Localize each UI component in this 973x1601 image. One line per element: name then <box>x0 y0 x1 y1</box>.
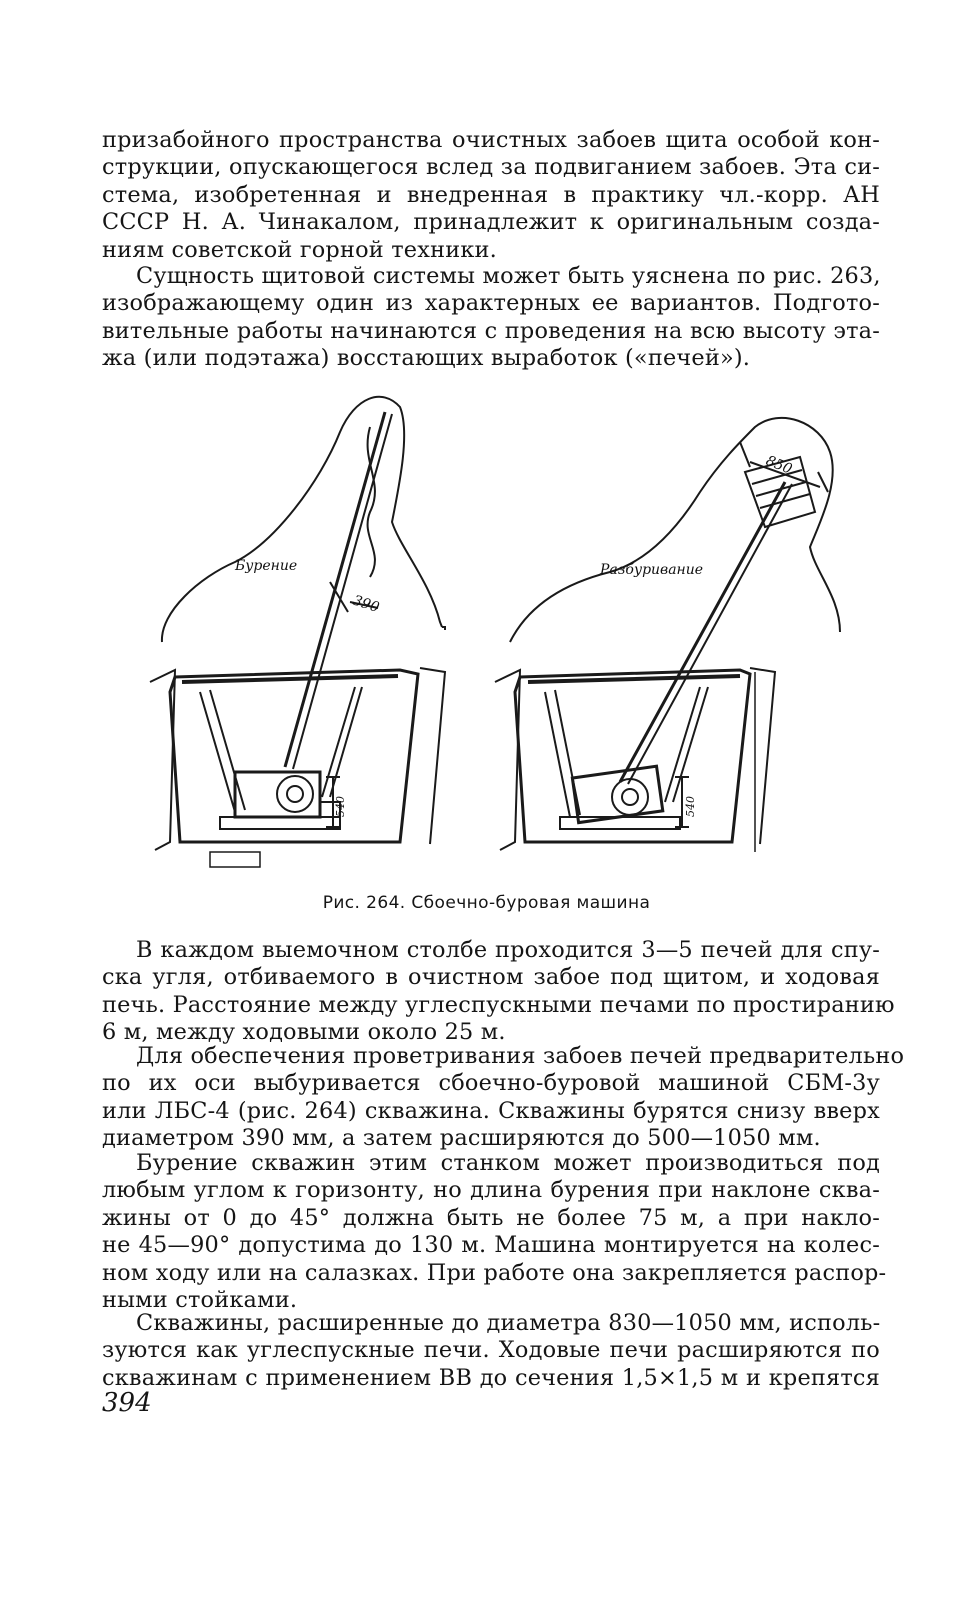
drilling-machine-drawing <box>100 372 885 882</box>
text-line: жины от 0 до 45° должна быть не более 75 м, а при накло- <box>102 1204 880 1231</box>
text-line: ска угля, отбиваемого в очистном забое под щитом, и ходовая <box>102 964 880 991</box>
text-line: зуются как углеспускные печи. Ходовые печи расширяются по <box>102 1337 880 1364</box>
paragraph-4 <box>102 1043 905 1153</box>
paragraph-1 <box>102 127 880 264</box>
text-line: Бурение скважин этим станком может производиться под <box>136 1150 880 1176</box>
text-line: жа (или подэтажа) восстающих выработок («печей»). <box>102 345 751 372</box>
label-reaming: Разбуривание <box>600 562 704 578</box>
text-line: СССР Н. А. Чинакалом, принадлежит к оригинальным созда- <box>102 209 880 236</box>
label-drilling: Бурение <box>235 558 298 574</box>
text-line: печь. Расстояние между углеспускными печами по простиранию <box>102 991 895 1018</box>
rock-outline-left <box>162 397 442 642</box>
page-number: 394 <box>102 1388 152 1418</box>
paragraph-5 <box>102 1150 887 1314</box>
text-line: вительные работы начинаются с проведения на всю высоту эта- <box>102 317 880 344</box>
dimension-850: 850 <box>763 452 795 478</box>
figure-caption: Рис. 264. Сбоечно-буровая машина <box>322 893 651 913</box>
text-line: струкции, опускающегося вслед за подвиганием забоев. Эта си- <box>102 154 880 181</box>
text-line: призабойного пространства очистных забоев щита особой кон- <box>102 127 880 153</box>
paragraph-3 <box>102 937 895 1047</box>
text-line: любым углом к горизонту, но длина бурения при наклоне сква- <box>102 1177 880 1204</box>
text-line: не 45—90° допустима до 130 м. Машина монтируется на колес- <box>102 1232 880 1259</box>
text-line: ниям советской горной техники. <box>102 236 497 263</box>
text-line: по их оси выбуривается сбоечно-буровой машиной СБМ-3у <box>102 1070 880 1097</box>
text-line: 6 м, между ходовыми около 25 м. <box>102 1019 506 1046</box>
text-line: Скважины, расширенные до диаметра 830—1050 мм, исполь- <box>136 1310 881 1336</box>
text-line: изображающему один из характерных ее вариантов. Подгото- <box>102 290 880 317</box>
dimension-390: 390 <box>350 592 382 617</box>
text-line: Для обеспечения проветривания забоев печей предварительно <box>136 1043 905 1069</box>
paragraph-2 <box>102 263 880 373</box>
text-line: диаметром 390 мм, а затем расширяются до 500—1050 мм. <box>102 1125 821 1152</box>
text-line: стема, изобретенная и внедренная в практику чл.-корр. АН <box>102 181 880 208</box>
rock-outline-right <box>510 418 840 642</box>
text-line: Сущность щитовой системы может быть уяснена по рис. 263, <box>136 263 881 289</box>
text-line: или ЛБС-4 (рис. 264) скважина. Скважины бурятся снизу вверх <box>102 1097 880 1124</box>
text-line: ном ходу или на салазках. При работе она закрепляется распор- <box>102 1259 887 1286</box>
text-line: В каждом выемочном столбе проходится 3—5 печей для спу- <box>136 937 880 963</box>
paragraph-6 <box>102 1310 880 1392</box>
dimension-540-right: 540 <box>684 796 697 817</box>
text-line: скважинам с применением ВВ до сечения 1,5×1,5 м и крепятся <box>102 1364 880 1391</box>
dimension-540-left: 540 <box>334 796 347 817</box>
machine-body-right <box>572 766 662 822</box>
drill-rod-right <box>620 482 785 782</box>
figure-264 <box>100 372 885 882</box>
text-line: ными стойками. <box>102 1286 298 1313</box>
